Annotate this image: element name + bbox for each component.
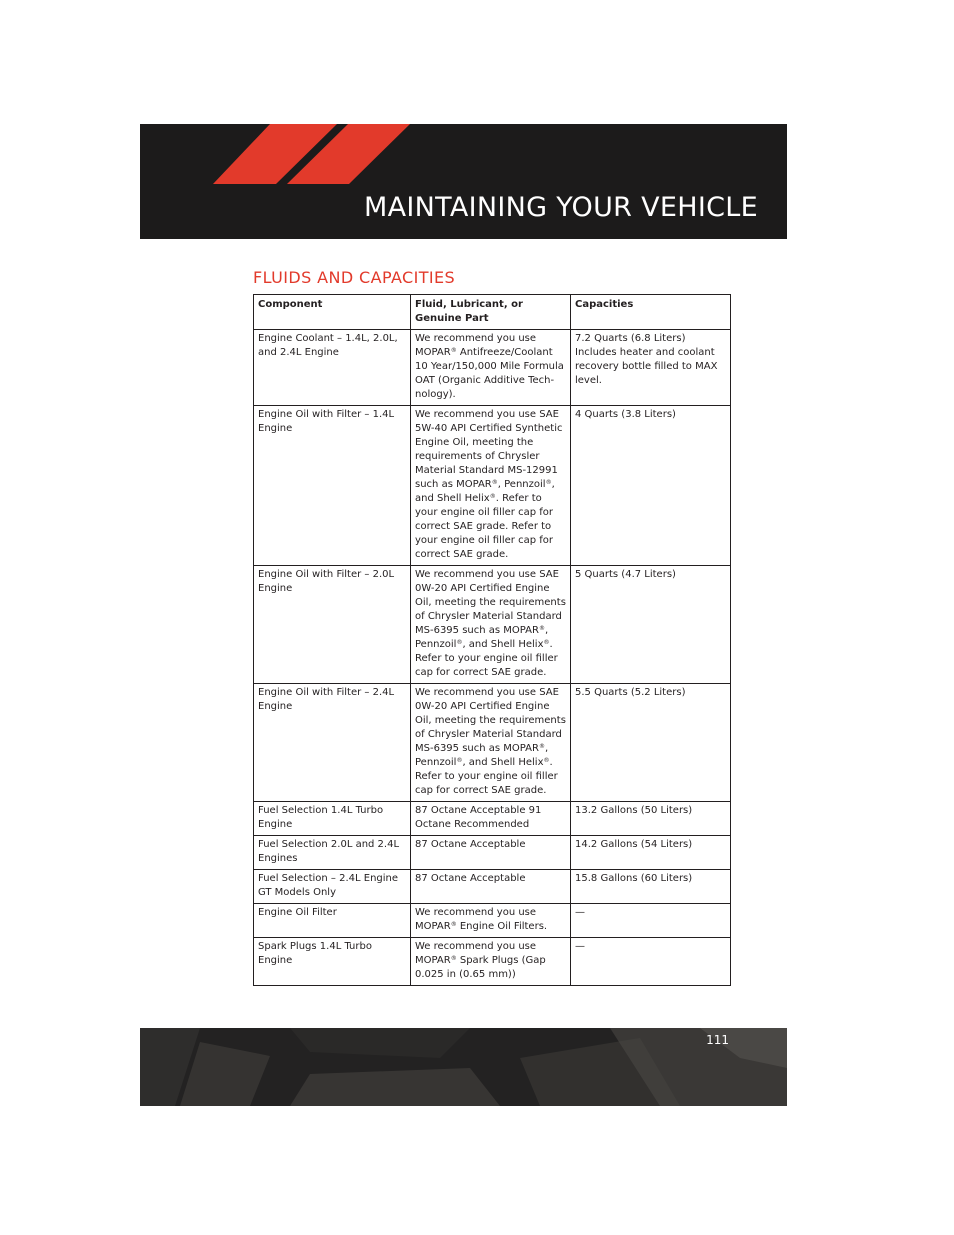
table-row [254,836,731,870]
table-row [254,330,731,406]
registered-mark: ® [543,757,550,764]
cell-fluid [411,566,571,684]
fluid-text: Spark Plugs (Gap 0.025 in (0.65 mm)) [415,955,546,980]
cell-capacity: 14.2 Gallons (54 Liters) [571,836,731,870]
registered-mark: ® [545,479,552,486]
table-row [254,802,731,836]
registered-mark: ® [491,479,498,486]
fluid-text: We recommend you use SAE 5W-40 API Certified Synthetic Engine Oil, meeting the requirements of Chrysler Material Standard MS-12991 such as MOPAR [415,409,563,490]
page-number: 111 [706,1033,729,1047]
cell-component: Engine Coolant – 1.4L, 2.0L, and 2.4L Engine [254,330,411,406]
fluid-text: , and Shell Helix [415,479,555,504]
fluid-text: . Refer to your engine oil filler cap for correct SAE grade. [415,757,558,796]
column-header-capacities: Capacities [571,295,731,330]
table-row [254,938,731,986]
table-body [254,330,731,986]
cell-component: Engine Oil with Filter – 2.4L Engine [254,684,411,802]
cell-component: Engine Oil Filter [254,904,411,938]
fluid-text: , and Shell Helix [462,757,544,768]
registered-mark: ® [489,493,496,500]
fluid-text: , Pennzoil [497,479,546,490]
table-row [254,406,731,566]
cell-capacity: — [571,904,731,938]
fluid-text: 87 Octane Acceptable [415,873,526,884]
cell-fluid [411,938,571,986]
cell-capacity: — [571,938,731,986]
fluid-text: We recommend you use MOPAR [415,941,537,966]
fluid-text: We recommend you use MOPAR [415,333,537,358]
cell-capacity: 13.2 Gallons (50 Liters) [571,802,731,836]
cell-fluid [411,406,571,566]
cell-fluid [411,330,571,406]
fluid-text: , Pennzoil [415,625,549,650]
cell-fluid [411,802,571,836]
table-row [254,904,731,938]
cell-component: Fuel Selection 2.0L and 2.4L Engines [254,836,411,870]
fluid-text: 87 Octane Acceptable [415,839,526,850]
cell-component: Fuel Selection 1.4L Turbo Engine [254,802,411,836]
section-title: FLUIDS AND CAPACITIES [253,268,456,287]
registered-mark: ® [538,743,545,750]
footer-shape-4 [290,1068,500,1106]
fluid-text: We recommend you use SAE 0W-20 API Certified Engine Oil, meeting the requirements of Chrysler Material Standard MS-6395 such as MOPAR [415,687,566,754]
registered-mark: ® [456,639,463,646]
column-header-component: Component [254,295,411,330]
fluid-text: We recommend you use SAE 0W-20 API Certified Engine Oil, meeting the requirements of Chrysler Material Standard MS-6395 such as MOPAR [415,569,566,636]
table-row [254,684,731,802]
cell-capacity: 4 Quarts (3.8 Liters) [571,406,731,566]
cell-fluid [411,904,571,938]
fluid-text: 87 Octane Acceptable 91 Octane Recommended [415,805,542,830]
fluid-text: Antifreeze/Coolant 10 Year/150,000 Mile Formula OAT (Organic Additive Tech-nology). [415,347,564,400]
fluid-text: . Refer to your engine oil filler cap for correct SAE grade. Refer to your engine oil filler cap for correct SAE grade. [415,493,554,560]
fluid-text: We recommend you use MOPAR [415,907,537,932]
cell-capacity: 7.2 Quarts (6.8 Liters) Includes heater and coolant recovery bottle filled to MAX level. [571,330,731,406]
registered-mark: ® [456,757,463,764]
cell-capacity: 5 Quarts (4.7 Liters) [571,566,731,684]
chapter-header [140,124,787,239]
cell-capacity: 15.8 Gallons (60 Liters) [571,870,731,904]
chapter-title: MAINTAINING YOUR VEHICLE [364,192,758,223]
fluid-text: , and Shell Helix [462,639,544,650]
registered-mark: ® [543,639,550,646]
table-row [254,870,731,904]
cell-fluid [411,684,571,802]
column-header-fluid: Fluid, Lubricant, or Genuine Part [411,295,571,330]
registered-mark: ® [450,347,457,354]
fluid-text: . Refer to your engine oil filler cap for correct SAE grade. [415,639,558,678]
fluids-capacities-table [253,294,731,986]
cell-component: Engine Oil with Filter – 2.0L Engine [254,566,411,684]
cell-fluid [411,836,571,870]
registered-mark: ® [450,921,457,928]
footer-background-photo [140,1028,787,1106]
fluid-text: , Pennzoil [415,743,549,768]
page-footer [140,1028,787,1106]
cell-fluid [411,870,571,904]
registered-mark: ® [538,625,545,632]
cell-component: Spark Plugs 1.4L Turbo Engine [254,938,411,986]
cell-component: Fuel Selection – 2.4L Engine GT Models Only [254,870,411,904]
table-row [254,566,731,684]
fluid-text: Engine Oil Filters. [456,921,548,932]
cell-component: Engine Oil with Filter – 1.4L Engine [254,406,411,566]
table-header-row [254,295,731,330]
registered-mark: ® [450,955,457,962]
cell-capacity: 5.5 Quarts (5.2 Liters) [571,684,731,802]
